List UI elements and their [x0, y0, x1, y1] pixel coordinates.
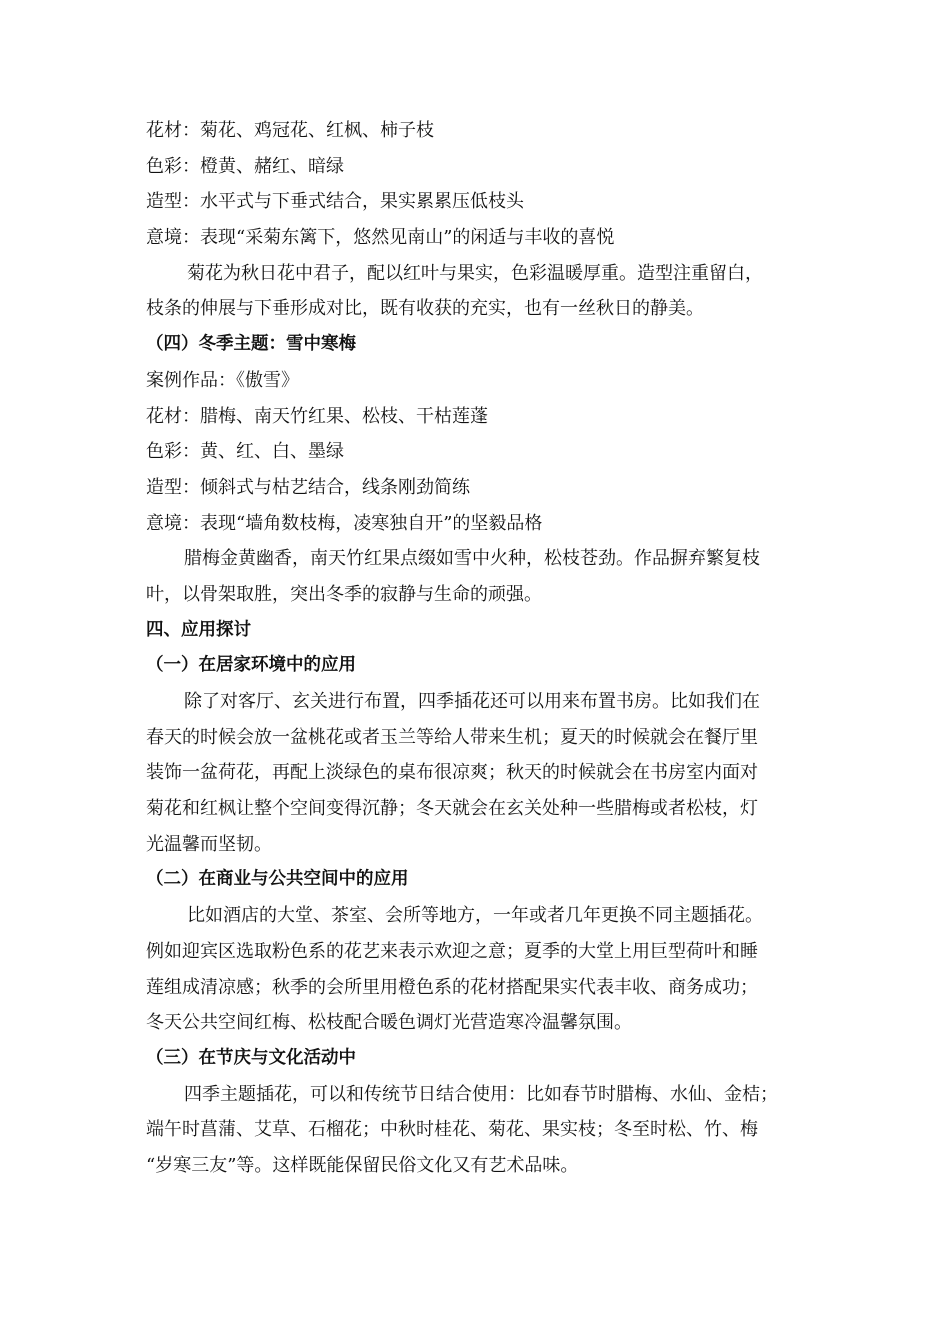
commercial-application-line: 比如酒店的大堂、茶室、会所等地方，一年或者几年更换不同主题插花。 [187, 905, 763, 927]
winter-mood: 意境：表现“墙角数枝梅，凌寒独自开”的坚毅品格 [146, 512, 543, 534]
autumn-description-line: 枝条的伸展与下垂形成对比，既有收获的充实，也有一丝秋日的静美。 [146, 298, 704, 320]
home-application-line: 装饰一盆荷花，再配上淡绿色的桌布很凉爽；秋天的时候就会在书房室内面对 [146, 762, 758, 784]
commercial-application-line: 例如迎宾区选取粉色系的花艺来表示欢迎之意；夏季的大堂上用巨型荷叶和睡 [146, 940, 758, 962]
winter-materials: 花材：腊梅、南天竹红果、松枝、干枯莲蓬 [146, 405, 488, 427]
winter-colors: 色彩：黄、红、白、墨绿 [146, 441, 344, 463]
festival-application-line: 端午时菖蒲、艾草、石榴花；中秋时桂花、菊花、果实枝；冬至时松、竹、梅 [146, 1119, 758, 1141]
winter-description-line: 腊梅金黄幽香，南天竹红果点缀如雪中火种，松枝苍劲。作品摒弃繁复枝 [184, 548, 760, 570]
autumn-shape: 造型：水平式与下垂式结合，果实累累压低枝头 [146, 191, 524, 213]
commercial-application-heading: （二）在商业与公共空间中的应用 [146, 869, 409, 890]
autumn-materials: 花材：菊花、鸡冠花、红枫、柿子枝 [146, 120, 434, 141]
winter-heading: （四）冬季主题：雪中寒梅 [146, 334, 356, 355]
autumn-description-line: 菊花为秋日花中君子，配以红叶与果实，色彩温暖厚重。造型注重留白， [187, 262, 763, 284]
winter-description-line: 叶，以骨架取胜，突出冬季的寂静与生命的顽强。 [146, 583, 542, 605]
document-body [146, 113, 814, 1184]
festival-application-line: “岁寒三友”等。这样既能保留民俗文化又有艺术品味。 [146, 1154, 579, 1176]
winter-shape: 造型：倾斜式与枯艺结合，线条刚劲简练 [146, 476, 470, 498]
festival-application-heading: （三）在节庆与文化活动中 [146, 1047, 356, 1068]
application-heading: 四、应用探讨 [146, 619, 251, 640]
winter-case: 案例作品：《傲雪》 [146, 369, 299, 391]
commercial-application-line: 冬天公共空间红梅、松枝配合暖色调灯光营造寒冷温馨氛围。 [146, 1012, 632, 1034]
festival-application-line: 四季主题插花，可以和传统节日结合使用：比如春节时腊梅、水仙、金桔； [184, 1083, 778, 1105]
autumn-mood: 意境：表现“采菊东篱下，悠然见南山”的闲适与丰收的喜悦 [146, 227, 615, 249]
home-application-line: 菊花和红枫让整个空间变得沉静；冬天就会在玄关处种一些腊梅或者松枝，灯 [146, 798, 758, 820]
home-application-line: 春天的时候会放一盆桃花或者玉兰等给人带来生机；夏天的时候就会在餐厅里 [146, 726, 758, 748]
commercial-application-line: 莲组成清凉感；秋季的会所里用橙色系的花材搭配果实代表丰收、商务成功； [146, 976, 758, 998]
home-application-heading: （一）在居家环境中的应用 [146, 655, 356, 676]
home-application-line: 光温馨而坚韧。 [146, 833, 272, 855]
autumn-colors: 色彩：橙黄、赭红、暗绿 [146, 155, 344, 177]
home-application-line: 除了对客厅、玄关进行布置，四季插花还可以用来布置书房。比如我们在 [184, 691, 760, 712]
